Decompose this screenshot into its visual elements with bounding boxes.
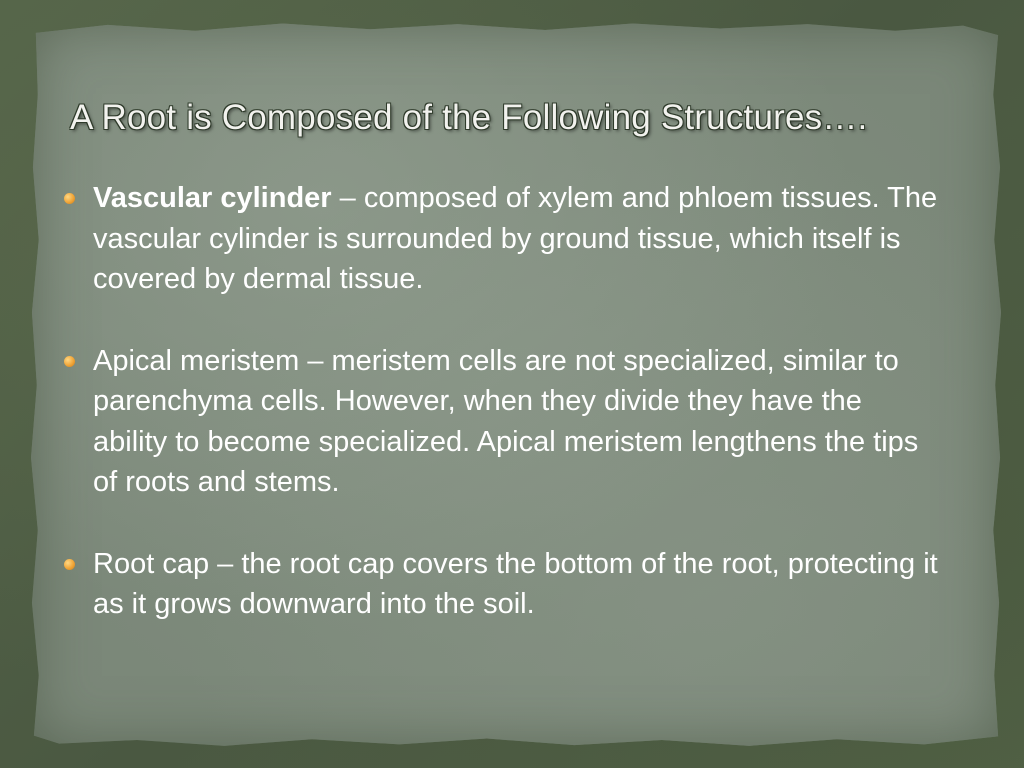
bullet-text: – composed of xylem and phloem tissues. The vascular cylinder is surrounded by ground tissue, which itself is covered by dermal tissue. — [93, 182, 938, 295]
bullet-text: Apical meristem – meristem cells are not specialized, similar to parenchyma cells. However, when they divide they have the ability to become specialized. Apical meristem lengthens the tips of roots and stems. — [93, 344, 919, 498]
slide-title: A Root is Composed of the Following Structures…. — [70, 98, 868, 137]
bullet-dot-icon — [64, 193, 75, 204]
bullet-item-root-cap — [62, 544, 942, 625]
bullet-dot-icon — [64, 356, 75, 367]
bullet-list — [62, 178, 942, 666]
bullet-term: Vascular cylinder — [93, 182, 332, 214]
bullet-item-apical-meristem — [62, 341, 942, 503]
bullet-dot-icon — [64, 559, 75, 570]
bullet-text: Root cap – the root cap covers the bottom of the root, protecting it as it grows downward into the soil. — [93, 547, 938, 620]
bullet-item-vascular-cylinder — [62, 178, 942, 300]
